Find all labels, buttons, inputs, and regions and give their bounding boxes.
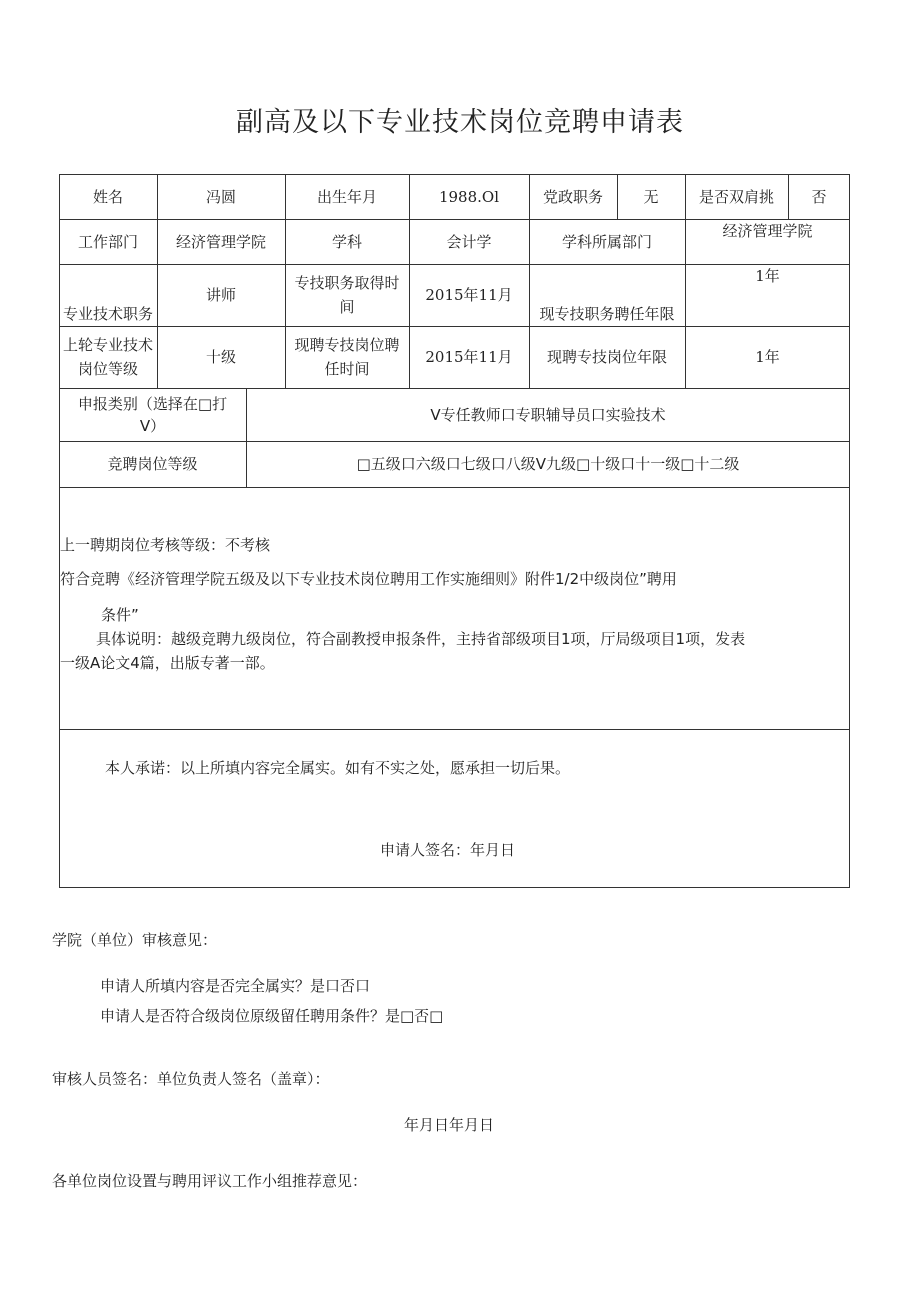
party-label: 党政职务 (542, 187, 603, 206)
pledge-text: 本人承诺：以上所填内容完全属实。如有不实之处，愿承担一切后果。 (105, 759, 571, 777)
level-value: 十级 (205, 348, 236, 366)
category-value[interactable]: V专任教师口专职辅导员口实验技术 (430, 405, 666, 424)
row-divider (59, 487, 850, 488)
dept-value: 经济管理学院 (175, 232, 266, 251)
subject-label: 学科 (331, 232, 362, 251)
post-years-value: 1年 (755, 348, 780, 366)
dual-value: 否 (811, 187, 827, 206)
dual-label: 是否双肩挑 (698, 187, 774, 206)
statement-line-1: 上一聘期岗位考核等级：不考核 (60, 536, 271, 554)
subject-value: 会计学 (446, 232, 492, 251)
applicant-signature[interactable]: 申请人签名：年月日 (380, 841, 516, 859)
hire-label (285, 326, 409, 388)
years-label: 现专技职务聘任年限 (539, 305, 675, 323)
subject-dept-value: 经济管理学院 (722, 222, 813, 240)
level-label (59, 326, 157, 388)
birth-label: 出生年月 (316, 187, 377, 206)
statement-line-5: 一级A论文4篇，出版专著一部。 (60, 654, 275, 672)
years-value: 1年 (755, 267, 780, 285)
obtain-value: 2015年11月 (425, 286, 513, 304)
review-dates: 年月日年月日 (404, 1116, 495, 1134)
post-years-label: 现聘专技岗位年限 (546, 348, 667, 366)
row-divider (59, 729, 850, 730)
statement-line-4: 具体说明：越级竞聘九级岗位，符合副教授申报条件，主持省部级项目1项，厅局级项目1项，发表 (96, 630, 746, 648)
title-label: 专业技术职务 (62, 305, 153, 323)
obtain-label-line2: 间 (339, 298, 355, 316)
review-heading: 学院（单位）审核意见： (52, 931, 218, 949)
obtain-label-line1: 专技职务取得时 (294, 274, 400, 292)
hire-value: 2015年11月 (425, 348, 513, 366)
grade-value[interactable]: □五级口六级口七级口八级V九级□十级口十一级□十二级 (356, 455, 740, 473)
dept-label: 工作部门 (77, 232, 138, 251)
hire-label-line2: 任时间 (324, 360, 370, 378)
party-value: 无 (643, 187, 659, 206)
category-label (59, 388, 246, 441)
name-value: 冯圆 (205, 187, 236, 206)
hire-label-line1: 现聘专技岗位聘 (294, 336, 400, 354)
level-label-line2: 岗位等级 (77, 360, 138, 378)
committee-heading: 各单位岗位设置与聘用评议工作小组推荐意见： (52, 1172, 368, 1190)
level-label-line1: 上轮专业技术 (62, 336, 153, 354)
subject-dept-label: 学科所属部门 (561, 232, 652, 251)
category-label-line1: 申报类别（选择在□打 (77, 394, 228, 413)
title-value: 讲师 (205, 286, 236, 304)
obtain-label (285, 264, 409, 326)
birth-value: 1988.Ol (438, 187, 500, 206)
name-label: 姓名 (92, 187, 123, 206)
review-signers[interactable]: 审核人员签名：单位负责人签名（盖章）： (52, 1070, 330, 1088)
category-label-line2: V） (139, 416, 166, 435)
review-question-2[interactable]: 申请人是否符合级岗位原级留任聘用条件？是□否□ (100, 1007, 444, 1025)
review-question-1[interactable]: 申请人所填内容是否完全属实？是口否口 (100, 977, 371, 995)
statement-line-3: 条件” (101, 606, 139, 624)
grade-label: 竞聘岗位等级 (107, 455, 198, 473)
page-title: 副高及以下专业技术岗位竞聘申请表 (236, 107, 684, 138)
statement-line-2: 符合竞聘《经济管理学院五级及以下专业技术岗位聘用工作实施细则》附件1/2中级岗位”聘用 (60, 570, 677, 588)
